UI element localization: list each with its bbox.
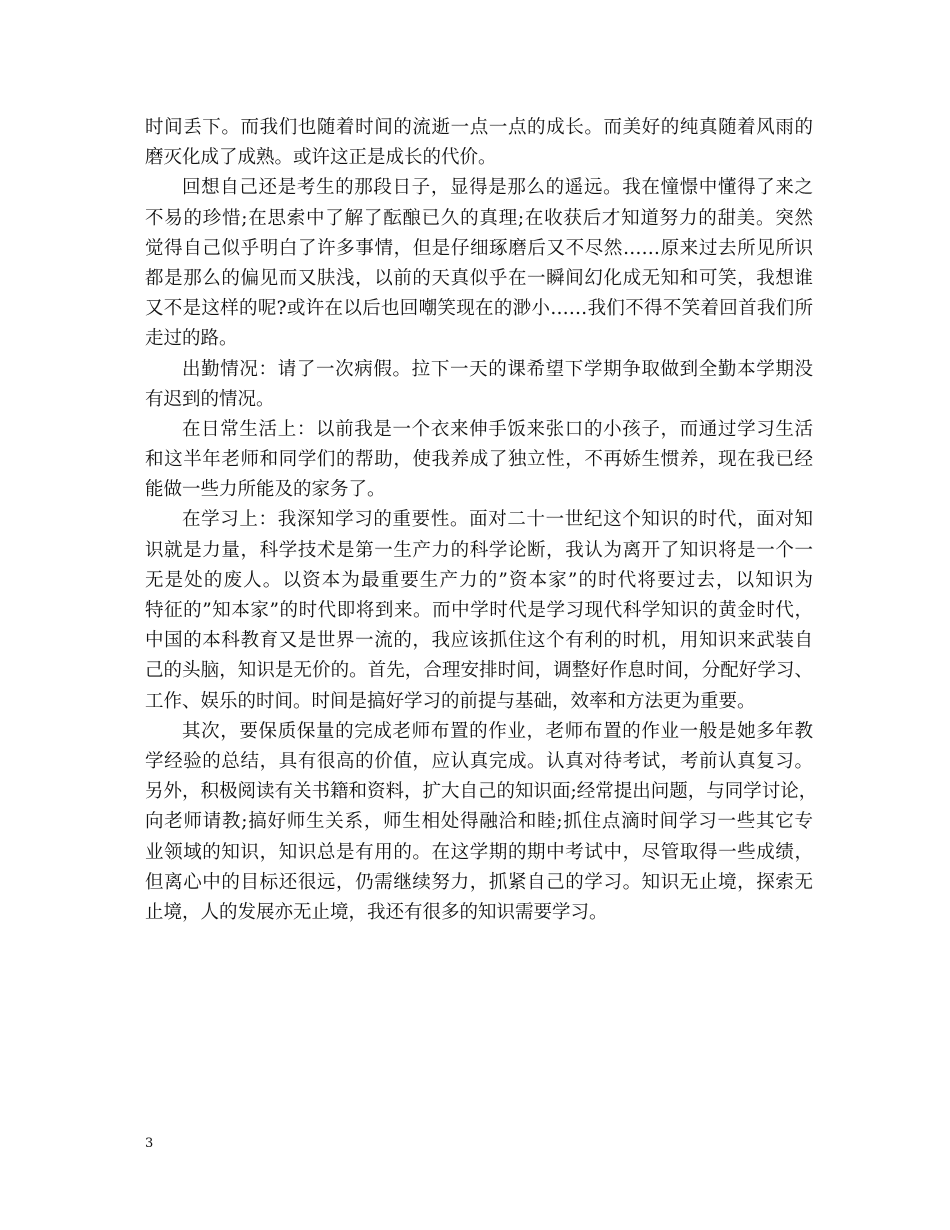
text-line: 时间丢下。而我们也随着时间的流逝一点一点的成长。而美好的纯真随着风雨的 (145, 117, 813, 138)
text-line: 无是处的废人。以资本为最重要生产力的”资本家”的时代将要过去，以知识为 (145, 569, 813, 591)
text-line: 但离心中的目标还很远，仍需继续努力，抓紧自己的学习。知识无止境，探索无 (145, 871, 813, 893)
paragraph (145, 717, 818, 928)
text-line: 觉得自己似乎明白了许多事情，但是仔细琢磨后又不尽然……原来过去所见所识 (145, 237, 813, 259)
text-line: 中国的本科教育又是世界一流的，我应该抓住这个有利的时机，用知识来武装自 (145, 630, 813, 652)
text-line: 在日常生活上：以前我是一个衣来伸手饭来张口的小孩子，而通过学习生活 (182, 418, 813, 440)
text-line: 止境，人的发展亦无止境，我还有很多的知识需要学习。 (145, 901, 608, 923)
text-line: 出勤情况：请了一次病假。拉下一天的课希望下学期争取做到全勤本学期没 (182, 358, 813, 380)
paragraph (145, 355, 813, 415)
text-line: 走过的路。 (145, 328, 238, 350)
text-line: 向老师请教;搞好师生关系，师生相处得融洽和睦;抓住点滴时间学习一些其它专 (145, 811, 813, 833)
text-line: 又不是这样的呢?或许在以后也回嘲笑现在的渺小……我们不得不笑着回首我们所 (145, 298, 813, 320)
text-line: 回想自己还是考生的那段日子，显得是那么的遥远。我在憧憬中懂得了来之 (182, 177, 813, 199)
text-line: 不易的珍惜;在思索中了解了酝酿已久的真理;在收获后才知道努力的甜美。突然 (145, 207, 813, 229)
paragraph (145, 415, 813, 506)
text-line: 识就是力量，科学技术是第一生产力的科学论断，我认为离开了知识将是一个一 (145, 539, 813, 561)
text-line: 能做一些力所能及的家务了。 (145, 479, 386, 501)
text-line: 另外，积极阅读有关书籍和资料，扩大自己的知识面;经常提出问题，与同学讨论， (145, 781, 818, 803)
text-line: 在学习上：我深知学习的重要性。面对二十一世纪这个知识的时代，面对知 (182, 509, 813, 531)
text-line: 学经验的总结，具有很高的价值，应认真完成。认真对待考试，考前认真复习。 (145, 750, 813, 772)
paragraph (145, 173, 813, 354)
document-body (145, 113, 818, 928)
paragraph (145, 113, 813, 173)
paragraph (145, 505, 813, 716)
text-line: 特征的”知本家”的时代即将到来。而中学时代是学习现代科学知识的黄金时代， (145, 600, 813, 621)
text-line: 和这半年老师和同学们的帮助，使我养成了独立性，不再娇生惯养，现在我已经 (145, 449, 813, 471)
page-number: 3 (145, 1136, 154, 1151)
text-line: 磨灭化成了成熟。或许这正是成长的代价。 (145, 147, 497, 169)
text-line: 其次，要保质保量的完成老师布置的作业，老师布置的作业一般是她多年教 (182, 720, 813, 742)
text-line: 工作、娱乐的时间。时间是搞好学习的前提与基础，效率和方法更为重要。 (145, 690, 756, 712)
text-line: 业领域的知识，知识总是有用的。在这学期的期中考试中，尽管取得一些成绩， (145, 841, 813, 863)
text-line: 有迟到的情况。 (145, 388, 275, 410)
text-line: 都是那么的偏见而又肤浅，以前的天真似乎在一瞬间幻化成无知和可笑，我想谁 (145, 267, 813, 289)
text-line: 己的头脑，知识是无价的。首先，合理安排时间，调整好作息时间，分配好学习、 (145, 660, 813, 682)
